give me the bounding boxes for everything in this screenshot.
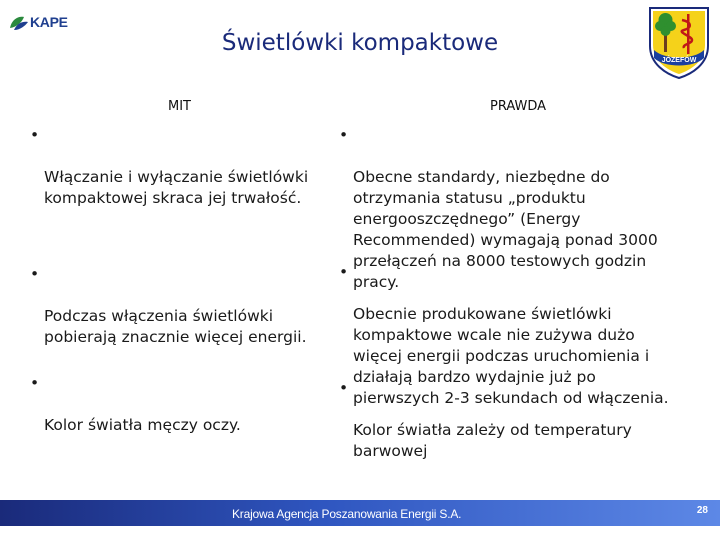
myth-text: Podczas włączenia świetlówki pobierają znacznie więcej energii. (44, 307, 307, 346)
bullet: • (30, 265, 40, 283)
truth-item (339, 378, 699, 462)
slide-title: Świetlówki kompaktowe (221, 30, 499, 56)
crest-text: JÓZEFÓW (661, 57, 697, 64)
bullet: • (339, 379, 349, 397)
bullet: • (30, 126, 40, 144)
bullet: • (30, 374, 40, 392)
myth-item (30, 373, 336, 436)
myth-text: Kolor światła męczy oczy. (44, 416, 241, 434)
bullet: • (339, 263, 349, 281)
truth-text: Obecnie produkowane świetlówki kompaktowe wcale nie zużywa dużo więcej energii podczas uruchomienia i działają bardzo wydajnie już po pierwszych 2-3 sekundach od włączenia. (353, 305, 669, 407)
footer-text: Krajowa Agencja Poszanowania Energii S.A. (232, 507, 462, 521)
myth-column-heading: MIT (168, 99, 191, 114)
myth-item (30, 125, 336, 209)
page-number: 28 (696, 505, 708, 516)
truth-text: Kolor światła zależy od temperatury barwowej (353, 421, 632, 460)
myth-item (30, 264, 336, 348)
myth-text: Włączanie i wyłączanie świetlówki kompaktowej skraca jej trwałość. (44, 168, 309, 207)
kape-logo-text: KAPE (30, 14, 68, 30)
truth-text: Obecne standardy, niezbędne do otrzymania statusu „produktu energooszczędnego” (Energy Recommended) wymagają ponad 3000 przełączeń na 8000 testowych godzin pracy. (353, 168, 658, 291)
truth-column-heading: PRAWDA (490, 99, 547, 114)
bullet: • (339, 126, 349, 144)
footer-bar (0, 500, 720, 526)
